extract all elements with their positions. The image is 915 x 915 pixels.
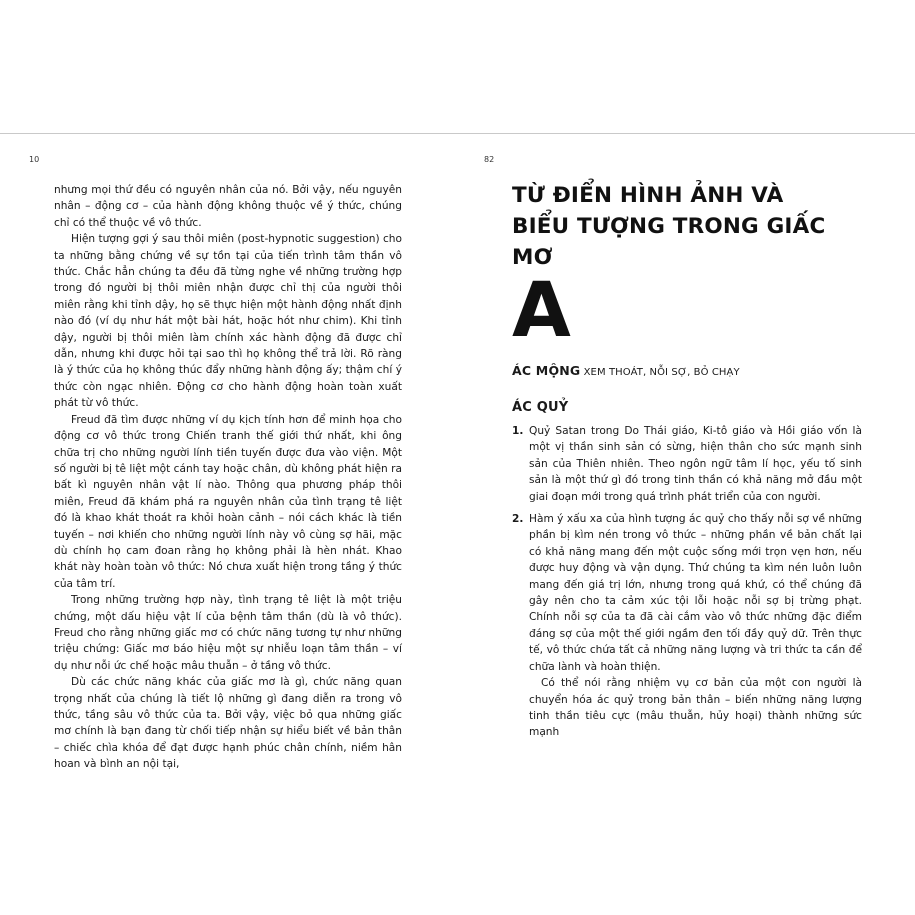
section-letter: A bbox=[512, 265, 571, 354]
paragraph: Dù các chức năng khác của giấc mơ là gì, chức năng quan trọng nhất của chúng là tiết lộ những gì đang diễn ra trong vô thức, tầng sâu vô thức của ta. Bởi vậy, việc bỏ qua những giấc mơ chính là bạn đang từ chối tiếp nhận sự hiểu biết về bản thân – chiếc chìa khóa để đạt được hạnh phúc chân chính, niềm hân hoan và bình an nội tại, bbox=[54, 676, 402, 771]
left-page-body bbox=[54, 182, 402, 773]
entry-headword-devil: ÁC QUỶ bbox=[512, 400, 569, 415]
paragraph: Freud đã tìm được những ví dụ kịch tính hơn để minh họa cho động cơ vô thức trong Chiến tranh thế giới thứ nhất, khi ông chữa trị cho những người lính tiền tuyến được đưa vào viện. Một số người bị tê liệt một cánh tay hoặc chân, dù không phát hiện ra bất kì nguyên nhân vật lí nào. Thông qua phương pháp thôi miên, Freud đã khám phá ra nguyên nhân của tình trạng tê liệt đó là khao khát thoát ra khỏi hoàn cảnh – nói cách khác là tiền tuyến – nơi khiến cho những người lính này vô cùng sợ hãi, mặc dù chính họ cam đoan rằng họ không phải là hèn nhát. Khao khát này hoàn toàn vô thức: Nó chưa xuất hiện trong tầng ý thức của tâm trí. bbox=[54, 413, 402, 590]
entry-cross-reference: XEM THOÁT, NỖI SỢ, BỎ CHẠY bbox=[583, 367, 740, 378]
entry-headword: ÁC MỘNG bbox=[512, 363, 581, 378]
chapter-title bbox=[512, 180, 862, 273]
left-page-number: 10 bbox=[29, 155, 40, 164]
right-page-number: 82 bbox=[484, 155, 495, 164]
chapter-title-line-1: TỪ ĐIỂN HÌNH ẢNH VÀ bbox=[512, 183, 784, 208]
paragraph: Trong những trường hợp này, tình trạng tê liệt là một triệu chứng, một dấu hiệu vật lí của bệnh tâm thần (dù là vô thức). Freud cho rằng những giấc mơ có chức năng tương tự như những triệu chứng: Giấc mơ báo hiệu một sự nhiễu loạn tâm thần – ví dụ như nỗi ức chế hoặc mâu thuẫn – ở tầng vô thức. bbox=[54, 594, 402, 672]
definition-text: Hàm ý xấu xa của hình tượng ác quỷ cho thấy nỗi sợ về những phần bị kìm nén trong vô thức – những phần về bản chất lại có khả năng mang đến một cuộc sống mới trọn vẹn hơn, nếu được huy động và vận dụng. Thứ chúng ta kìm nén luôn luôn mang đến giá trị lớn, nhưng trong quá khứ, có thể chúng đã gây nên cho ta cảm xúc tội lỗi hoặc nỗi sợ bị trừng phạt. Chính nỗi sợ của ta đã cài cắm vào vô thức những đặc điểm đáng sợ của một thế giới ngầm đen tối đầy quỷ dữ. Trên thực tế, vô thức chứa tất cả những năng lượng và tri thức ta cần để chữa lành và hoàn thiện. bbox=[529, 513, 862, 673]
chapter-title-line-2: BIỂU TƯỢNG TRONG GIẤC MƠ bbox=[512, 214, 826, 270]
page-top-edge bbox=[0, 133, 915, 134]
right-page-body bbox=[512, 180, 862, 739]
definition-text: Quỷ Satan trong Do Thái giáo, Ki-tô giáo và Hồi giáo vốn là một vị thần sinh sản có sừng, hiện thân cho sức mạnh sinh sản của Thiên nhiên. Theo ngôn ngữ tâm lí học, yếu tố sinh sản là một thứ gì đó trong tinh thần có khả năng mở đầu một giai đoạn mới trong quá trình phát triển của con người. bbox=[529, 425, 862, 503]
definition-number: 2. bbox=[512, 513, 524, 526]
definition-continuation: Có thể nói rằng nhiệm vụ cơ bản của một con người là chuyển hóa ác quỷ trong bản thân – biến những năng lượng tinh thần tiêu cực (mâu thuẫn, hủy hoại) thành những sức mạnh bbox=[529, 677, 862, 739]
definition-list bbox=[512, 423, 862, 741]
paragraph: Hiện tượng gợi ý sau thôi miên (post-hypnotic suggestion) cho ta những bằng chứng về sự tồn tại của tiến trình tâm thần vô thức. Chắc hẳn chúng ta đều đã từng nghe về những trường hợp trong đó người bị thôi miên nhận được chỉ thị của người thôi miên rằng khi tỉnh dậy, họ sẽ thực hiện một hành động nhất định nào đó (ví dụ như hát một bài hát, hoặc hót như chim). Khi tỉnh dậy, người bị thôi miên làm chính xác hành động đã được chỉ dẫn, nhưng khi được hỏi tại sao thì họ không thể trả lời. Rõ ràng là ý thức của họ không thúc đẩy những hành động ấy; thậm chí ý thức còn ngạc nhiên. Động cơ cho hành động hoàn toàn xuất phát từ vô thức. bbox=[54, 233, 402, 410]
definition-item bbox=[512, 511, 862, 675]
paragraph: nhưng mọi thứ đều có nguyên nhân của nó. Bởi vậy, nếu nguyên nhân – động cơ – của hành động không thuộc về ý thức, chúng chỉ có thể thuộc về vô thức. bbox=[54, 184, 402, 229]
definition-number: 1. bbox=[512, 425, 524, 437]
dictionary-entry-nightmare bbox=[512, 363, 862, 381]
definition-item bbox=[512, 423, 862, 505]
